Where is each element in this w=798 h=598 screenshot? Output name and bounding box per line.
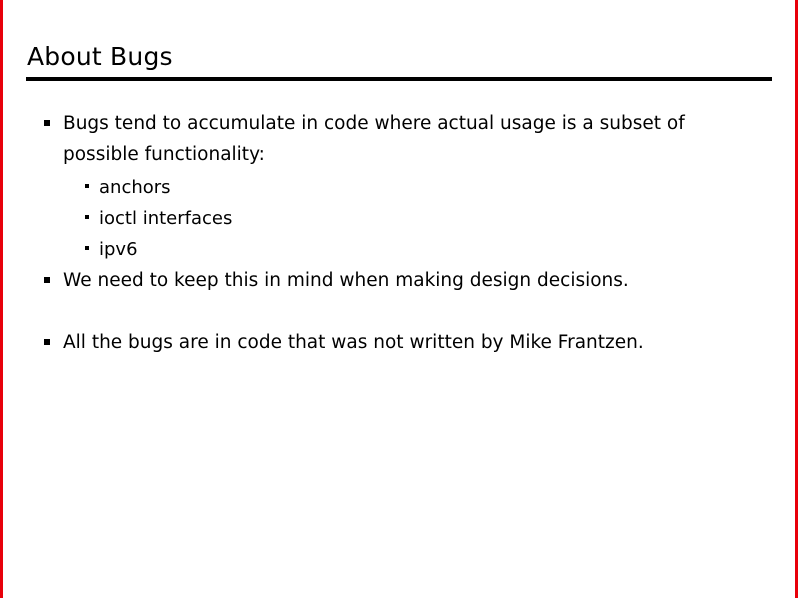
sub-bullet-text: ipv6 (99, 239, 138, 260)
small-square-bullet-icon (85, 246, 89, 250)
small-square-bullet-icon (85, 184, 89, 188)
list-item (83, 203, 762, 234)
sub-bullet-list (63, 172, 762, 265)
slide-content (42, 108, 762, 358)
sub-bullet-text: anchors (99, 177, 171, 198)
bullet-text: Bugs tend to accumulate in code where actual usage is a subset of possible functionality: (63, 113, 685, 165)
list-spacer (42, 296, 762, 327)
list-item (83, 172, 762, 203)
square-bullet-icon (44, 277, 50, 283)
slide-title: About Bugs (27, 42, 173, 71)
small-square-bullet-icon (85, 215, 89, 219)
square-bullet-icon (44, 339, 50, 345)
bullet-text: All the bugs are in code that was not written by Mike Frantzen. (63, 332, 644, 353)
list-item (42, 108, 762, 265)
sub-bullet-text: ioctl interfaces (99, 208, 233, 229)
bullet-list (42, 108, 762, 358)
square-bullet-icon (44, 120, 50, 126)
list-item (42, 327, 762, 358)
title-underline-rule (26, 77, 772, 81)
list-item (83, 234, 762, 265)
bullet-text: We need to keep this in mind when making design decisions. (63, 270, 629, 291)
left-accent-rule (0, 0, 3, 598)
list-item (42, 265, 762, 296)
